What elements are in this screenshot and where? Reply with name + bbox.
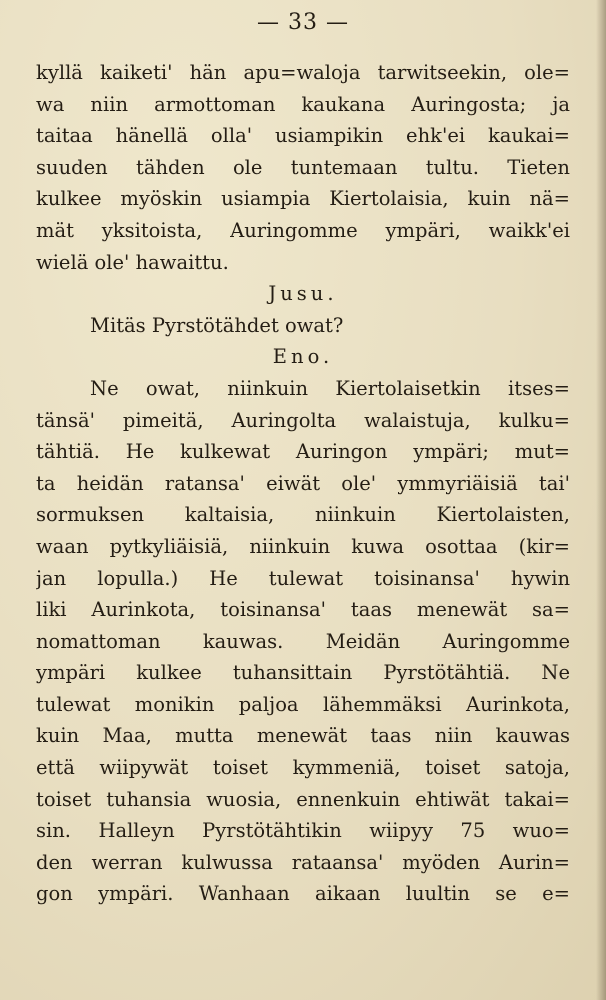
text-line: liki Aurinkota, toisinansa' taas menewät sa= <box>36 598 570 622</box>
text-line: wielä ole' hawaittu. <box>36 250 229 274</box>
text-line: Mitäs Pyrstötähdet owat? <box>90 313 344 337</box>
text-line: sormuksen kaltaisia, niinkuin Kiertolaisten, <box>36 503 570 527</box>
text-line: wa niin armottoman kaukana Auringosta; ja <box>36 92 570 116</box>
text-line: suuden tähden ole tuntemaan tultu. Tieten <box>36 155 570 179</box>
text-line: toiset tuhansia wuosia, ennenkuin ehtiwät takai= <box>36 787 570 811</box>
text-line: jan lopulla.) He tulewat toisinansa' hywin <box>36 566 570 590</box>
text-line: tähtiä. He kulkewat Auringon ympäri; mut= <box>36 440 570 464</box>
text-line: ympäri kulkee tuhansittain Pyrstötähtiä. Ne <box>36 661 570 685</box>
text-line: kyllä kaiketi' hän apu=waloja tarwitseekin, ole= <box>36 61 570 84</box>
text-line: sin. Halleyn Pyrstötähtikin wiipyy 75 wuo= <box>36 819 570 843</box>
speaker-heading-eno: Eno. <box>272 345 334 369</box>
text-line: että wiipywät toiset kymmeniä, toiset satoja, <box>36 756 570 780</box>
text-line: tulewat monikin paljoa lähemmäksi Aurinkota, <box>36 692 570 716</box>
text-line: mät yksitoista, Auringomme ympäri, waikk'ei <box>36 218 570 242</box>
text-line: tänsä' pimeitä, Auringolta walaistuja, kulku= <box>36 408 570 432</box>
text-line: Ne owat, niinkuin Kiertolaisetkin itses= <box>90 376 570 400</box>
text-line: den werran kulwussa rataansa' myöden Aurin= <box>36 850 570 874</box>
text-line: nomattoman kauwas. Meidän Auringomme <box>36 629 570 653</box>
text-line: taitaa hänellä olla' usiampikin ehk'ei kaukai= <box>36 124 570 148</box>
text-line: kuin Maa, mutta menewät taas niin kauwas <box>36 724 570 748</box>
speaker-heading-jusu: Jusu. <box>268 282 338 306</box>
text-line: waan pytkyliäisiä, niinkuin kuwa osottaa (kir= <box>36 534 570 558</box>
text-line: gon ympäri. Wanhaan aikaan luultin se e= <box>36 882 570 906</box>
text-line: ta heidän ratansa' eiwät ole' ymmyriäisiä tai' <box>36 471 570 495</box>
body-text <box>36 57 570 910</box>
text-line: kulkee myöskin usiampia Kiertolaisia, kuin nä= <box>36 187 570 211</box>
page-number-header: — 33 — <box>257 10 349 35</box>
